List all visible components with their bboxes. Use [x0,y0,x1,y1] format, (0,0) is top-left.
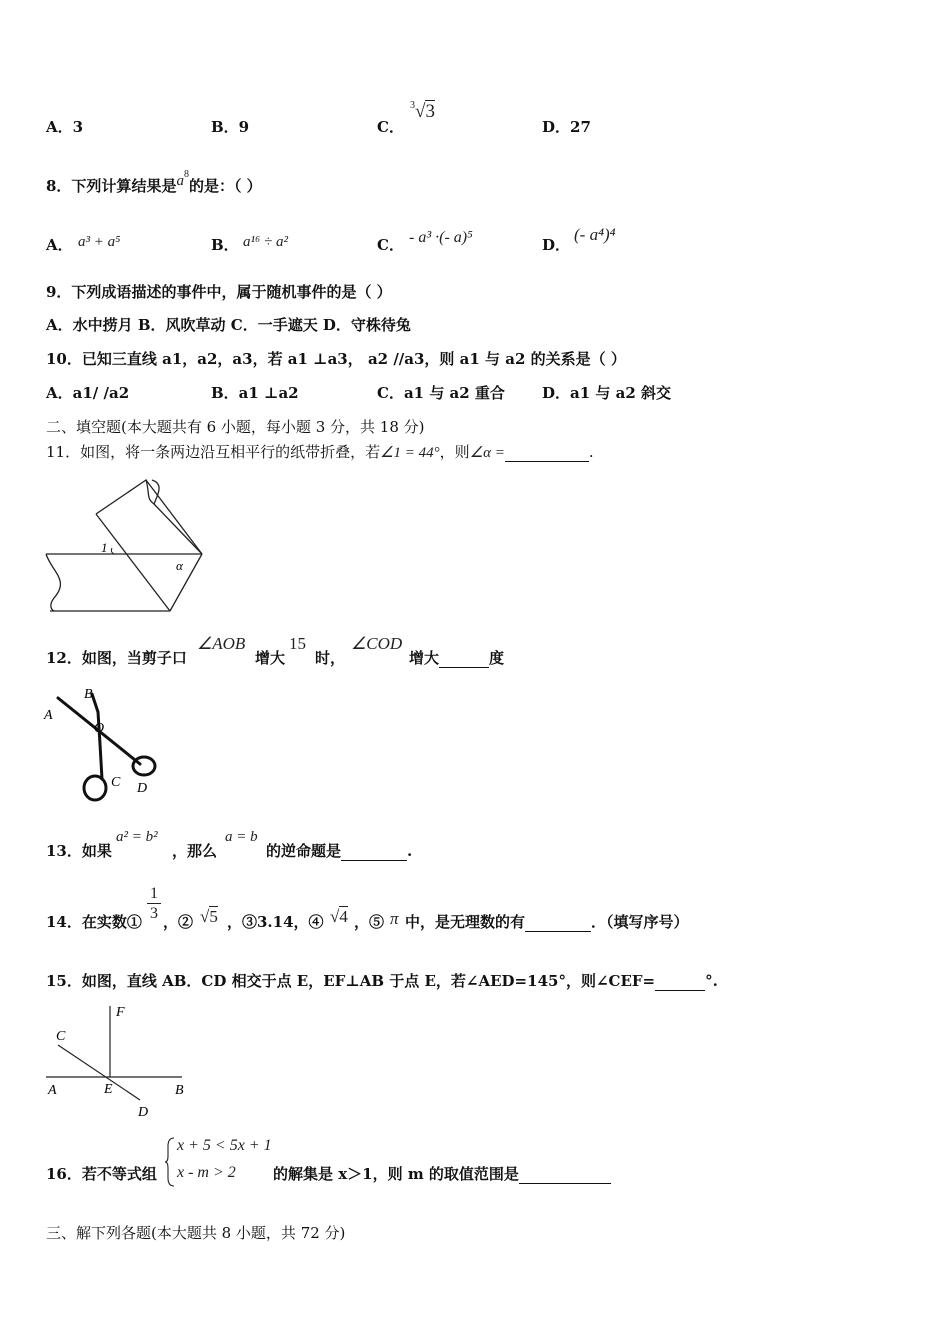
q16-stem-before: 16．若不等式组 [46,1165,157,1183]
q9-options: A．水中捞月 B．风吹草动 C．一手遮天 D．守株待兔 [46,316,411,334]
q15-label-D: D [138,1105,149,1120]
q14-sep3: ，⑤ [354,913,385,931]
q12-stem-before: 12．如图，当剪子口 [46,649,187,667]
q15-label-E: E [104,1082,113,1097]
q8-option-c-label: C． [377,236,404,254]
q12-label-D: D [137,781,148,796]
q11-alpha: ∠α = [469,445,505,461]
q13-stem-before: 13．如果 [46,842,112,860]
q8-option-b-label: B． [211,236,239,254]
q12-stem-mid2: 时， [315,649,346,667]
q7-cube-root-index: 3 [410,100,415,111]
q15-answer-blank[interactable] [655,976,705,991]
q11-stem-end: . [588,443,594,461]
q16-brace [164,1136,176,1188]
q11-stem-mid: ，则 [439,443,470,461]
q8-stem-exp: 8 [183,169,189,180]
q14-fraction-numerator: 1 [147,884,161,904]
q12-stem-mid3: 增大 [409,649,440,667]
q8-option-b-expr: a¹⁶ ÷ a² [243,234,288,250]
q15-intersecting-lines-figure [40,1000,200,1122]
q15-stem: 15．如图，直线 AB．CD 相交于点 E，EF⊥AB 于点 E，若∠AED=145°，则∠CEF= [46,972,656,990]
q14-sqrt4: √4 [330,907,348,926]
q14-sqrt5: √5 [200,907,218,926]
q14-stem-before: 14．在实数① [46,913,142,931]
q12-stem-mid1: 增大 [255,649,286,667]
q12-answer-blank[interactable] [439,653,489,668]
q11-stem-before: 11．如图，将一条两边沿互相平行的纸带折叠，若 [46,443,381,461]
q15-label-A: A [48,1083,57,1098]
q7-option-a: A．3 [46,118,84,136]
q11-stem [46,441,594,462]
q15-label-F: F [116,1005,125,1020]
q11-angle1: ∠1 = 44° [380,445,440,461]
q12-stem-end: 度 [489,649,505,667]
q13-stem-mid: ，那么 [172,842,218,860]
q15-label-B: B [175,1083,184,1098]
q7-option-c [377,116,404,137]
q13-math-2: a = b [225,829,258,845]
q13-stem-after: 的逆命题是 [266,842,342,860]
q10-option-a: A．a1/ /a2 [46,384,130,402]
q14-sqrt5-radicand: 5 [209,907,218,926]
q8-stem [46,169,262,196]
q10-option-d: D．a1 与 a2 斜交 [542,384,671,402]
q16-stem-tail [273,1163,611,1184]
q11-angle1-arc [111,548,114,554]
q7-option-c-math: $^3$√3 [410,100,435,122]
q12-angle-aob: ∠AOB [197,634,246,653]
q14-answer-blank[interactable] [525,917,591,932]
q12-number-15: 15 [289,634,306,653]
q8-option-c-expr: - a³ ·(- a)⁵ [409,229,473,246]
q13-answer-blank[interactable] [341,846,407,861]
q8-stem-after: 的是：（ ） [188,177,262,195]
q14-fraction-denominator: 3 [150,905,158,922]
q12-scissors-figure [40,684,170,809]
q15-label-C: C [56,1029,66,1044]
section-2-heading: 二、填空题(本大题共有 6 小题，每小题 3 分，共 18 分) [46,418,425,436]
q10-stem: 10．已知三直线 a1，a2，a3，若 a1 ⊥a3， a2 //a3，则 a1 与 a2 的关系是（ ） [46,350,626,368]
q8-stem-before: 8．下列计算结果是 [46,177,177,195]
q14-sep2: ，③3.14，④ [227,913,324,931]
q16-inequality-1: x + 5 < 5x + 1 [177,1137,272,1154]
q12-label-O: O [94,721,105,736]
q10-option-b: B．a1 ⊥a2 [211,384,299,402]
q8-option-d-label: D． [542,236,571,254]
q9-stem: 9．下列成语描述的事件中，属于随机事件的是（ ） [46,283,392,301]
q12-label-C: C [111,775,121,790]
q12-angle-cod: ∠COD [351,634,403,653]
q16-stem-after: 的解集是 x＞1，则 m 的取值范围是 [273,1165,519,1183]
q14-sqrt4-radicand: 4 [339,907,348,926]
q11-paper-strip-figure [40,474,220,619]
q16-inequality-2: x - m > 2 [177,1164,236,1181]
q7-cube-root-radicand: 3 [425,101,435,122]
q13-stem-end: . [407,842,413,860]
q8-option-a-label: A． [46,236,73,254]
q7-option-c-label: C． [377,118,404,136]
q8-option-a-expr: a³ + a⁵ [78,234,121,250]
q15-stem-end: °. [705,972,718,990]
q8-option-d-expr: (- a⁴)⁴ [574,225,616,244]
q11-answer-blank[interactable] [505,447,589,462]
q10-option-c: C．a1 与 a2 重合 [377,384,505,402]
q12-stem-tail [409,647,504,668]
q13-math-1: a² = b² [116,829,158,845]
q11-label-1: 1 [101,540,108,555]
q15-stem-line [46,970,718,991]
q11-label-alpha: α [176,558,183,573]
q12-label-A: A [44,708,53,723]
q8-stem-base: a [176,173,184,189]
q13-stem-tail [266,840,412,861]
section-3-heading: 三、解下列各题(本大题共 8 小题，共 72 分) [46,1224,346,1242]
q14-pi: π [390,909,399,928]
q12-label-B: B [84,687,93,702]
q16-answer-blank[interactable] [519,1169,611,1184]
q14-stem-tail [405,911,689,932]
q14-fraction [147,884,161,923]
q7-option-d: D．27 [542,118,591,136]
q14-stem-end: ．（填写序号） [591,913,689,931]
q12-stem [46,647,187,668]
q14-sep1: ，② [163,913,194,931]
q14-stem-after: 中，是无理数的有 [405,913,526,931]
q7-option-b: B．9 [211,118,250,136]
